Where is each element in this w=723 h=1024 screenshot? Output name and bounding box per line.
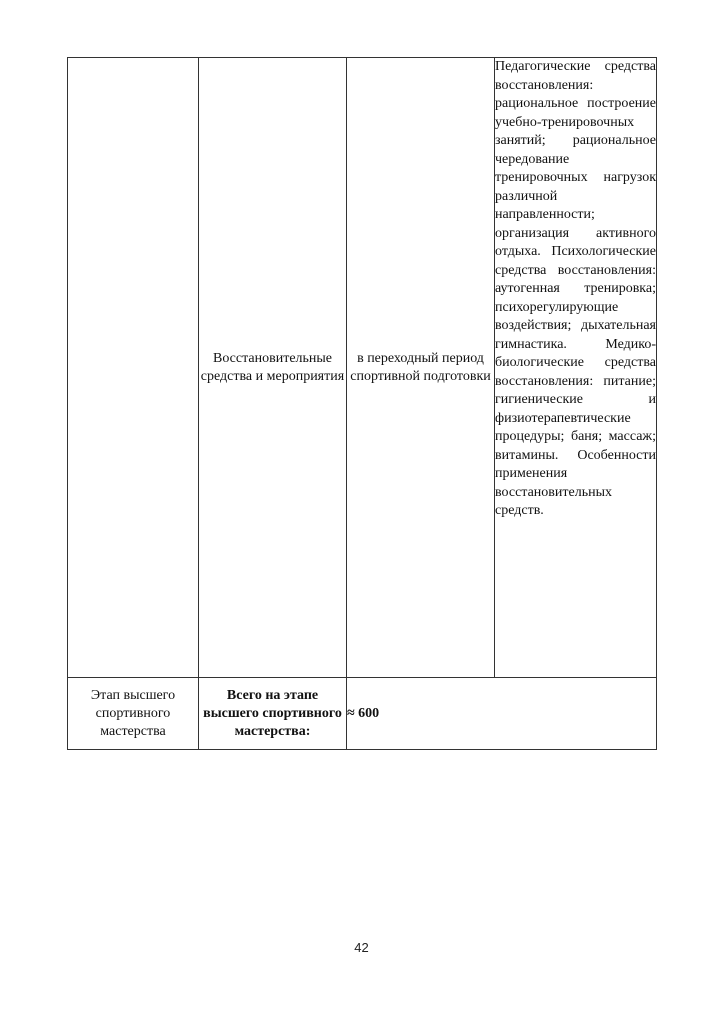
training-table <box>67 57 657 750</box>
total-value-cell: ≈ 600 <box>347 678 657 750</box>
description-cell: Педагогические средства восстановления: рациональное построение учебно-тренировочных занятий; рациональное чередование тренировочных нагрузок различной направленности; организация активного отдыха. Психологические средства восстановления: аутогенная тренировка; психорегулирующие воздействия; дыхательная гимнастика. Медико-биологические средства восстановления: питание; гигиенические и физиотерапевтические процедуры; баня; массаж; витамины. Особенности применения восстановительных средств. <box>495 58 657 678</box>
activity-cell: Восстановительные средства и мероприятия <box>199 58 347 678</box>
empty-stage-cell <box>68 58 199 678</box>
period-cell: в переходный период спортивной подготовки <box>347 58 495 678</box>
page-number: 42 <box>354 940 369 955</box>
table-row <box>68 58 657 678</box>
table-row <box>68 678 657 750</box>
stage-cell: Этап высшего спортивного мастерства <box>68 678 199 750</box>
total-label-cell: Всего на этапе высшего спортивного мастерства: <box>199 678 347 750</box>
